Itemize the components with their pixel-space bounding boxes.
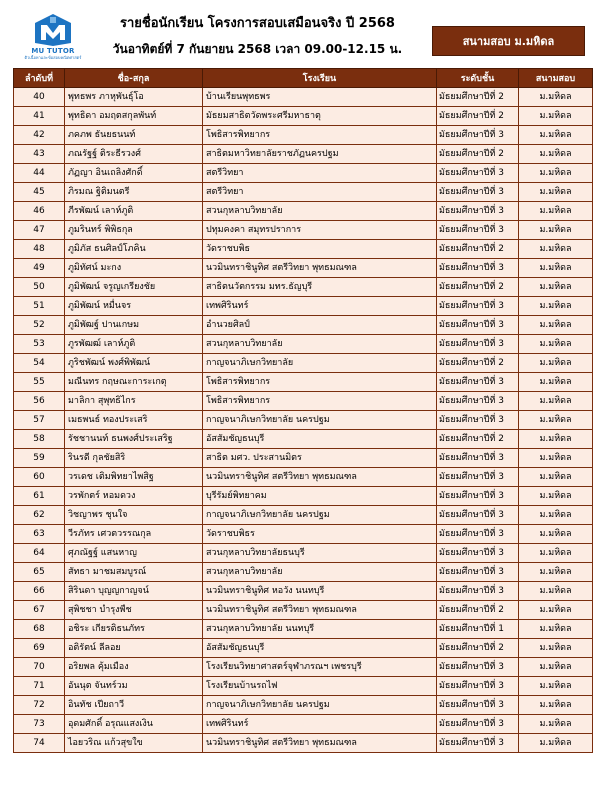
cell-school: เทพศิรินทร์	[203, 715, 437, 734]
table-row	[14, 696, 593, 715]
cell-school: กาญจนาภิเษกวิทยาลัย	[203, 354, 437, 373]
cell-venue: ม.มหิดล	[519, 677, 593, 696]
cell-number: 58	[14, 430, 65, 449]
cell-number: 68	[14, 620, 65, 639]
cell-school: กาญจนาภิเษกวิทยาลัย นครปฐม	[203, 411, 437, 430]
cell-school: โพธิสารพิทยากร	[203, 392, 437, 411]
cell-venue: ม.มหิดล	[519, 392, 593, 411]
cell-level: มัธยมศึกษาปีที่ 3	[437, 164, 519, 183]
cell-school: ปทุมคงคา สมุทรปราการ	[203, 221, 437, 240]
cell-school: สวนกุหลาบวิทยาลัย	[203, 335, 437, 354]
cell-school: กาญจนาภิเษกวิทยาลัย นครปฐม	[203, 506, 437, 525]
cell-level: มัธยมศึกษาปีที่ 2	[437, 601, 519, 620]
column-header-level: ระดับชั้น	[437, 69, 519, 88]
table-row	[14, 449, 593, 468]
cell-school: สาธิตมหาวิทยาลัยราชภัฏนครปฐม	[203, 145, 437, 164]
cell-number: 59	[14, 449, 65, 468]
cell-level: มัธยมศึกษาปีที่ 2	[437, 354, 519, 373]
cell-venue: ม.มหิดล	[519, 639, 593, 658]
cell-name: ภูมรินทร์ พิพิธกุล	[65, 221, 203, 240]
cell-school: โรงเรียนวิทยาศาสตร์จุฬาภรณฯ เพชรบุรี	[203, 658, 437, 677]
cell-name: ภีรพัฒน์ เลาห์ภูติ	[65, 202, 203, 221]
cell-number: 54	[14, 354, 65, 373]
cell-number: 42	[14, 126, 65, 145]
table-row	[14, 658, 593, 677]
cell-school: นวมินทราชินูทิศ สตรีวิทยา พุทธมณฑล	[203, 468, 437, 487]
cell-level: มัธยมศึกษาปีที่ 2	[437, 430, 519, 449]
cell-venue: ม.มหิดล	[519, 506, 593, 525]
table-row	[14, 126, 593, 145]
cell-name: ภัฏญา อินเถลิงศักดิ์	[65, 164, 203, 183]
mu-tutor-logo	[24, 13, 82, 63]
table-row	[14, 278, 593, 297]
column-header-school: โรงเรียน	[203, 69, 437, 88]
cell-number: 47	[14, 221, 65, 240]
table-row	[14, 183, 593, 202]
cell-name: ภูมิทัศน์ มะกง	[65, 259, 203, 278]
cell-number: 45	[14, 183, 65, 202]
table-row	[14, 202, 593, 221]
cell-name: สุพิชชา บำรุงพืช	[65, 601, 203, 620]
cell-venue: ม.มหิดล	[519, 221, 593, 240]
cell-school: สตรีวิทยา	[203, 183, 437, 202]
table-header-row	[14, 69, 593, 88]
table-row	[14, 715, 593, 734]
cell-name: วีรภัทร เศวตวรรณกุล	[65, 525, 203, 544]
cell-level: มัธยมศึกษาปีที่ 2	[437, 88, 519, 107]
cell-school: นวมินทราชินูทิศ สตรีวิทยา พุทธมณฑล	[203, 734, 437, 753]
cell-name: อชิระ เกียรติธนภัทร	[65, 620, 203, 639]
cell-venue: ม.มหิดล	[519, 164, 593, 183]
cell-level: มัธยมศึกษาปีที่ 2	[437, 107, 519, 126]
cell-name: วรเดช เติมพิทยาไพสิฐ	[65, 468, 203, 487]
cell-name: สิรินดา บุญญกาญจน์	[65, 582, 203, 601]
cell-name: ภูมิพัฒฐ์ ปานเกษม	[65, 316, 203, 335]
table-row	[14, 430, 593, 449]
cell-level: มัธยมศึกษาปีที่ 3	[437, 183, 519, 202]
table-row	[14, 487, 593, 506]
cell-number: 40	[14, 88, 65, 107]
column-header-number: ลำดับที่	[14, 69, 65, 88]
cell-venue: ม.มหิดล	[519, 316, 593, 335]
cell-level: มัธยมศึกษาปีที่ 3	[437, 221, 519, 240]
table-row	[14, 601, 593, 620]
cell-venue: ม.มหิดล	[519, 107, 593, 126]
cell-venue: ม.มหิดล	[519, 544, 593, 563]
cell-number: 44	[14, 164, 65, 183]
cell-school: วัดราชบพิธ	[203, 240, 437, 259]
cell-number: 46	[14, 202, 65, 221]
cell-venue: ม.มหิดล	[519, 582, 593, 601]
cell-number: 66	[14, 582, 65, 601]
cell-level: มัธยมศึกษาปีที่ 3	[437, 468, 519, 487]
cell-name: ภิรมณ ฐิติมนตรี	[65, 183, 203, 202]
cell-level: มัธยมศึกษาปีที่ 3	[437, 734, 519, 753]
cell-venue: ม.มหิดล	[519, 411, 593, 430]
cell-level: มัธยมศึกษาปีที่ 3	[437, 487, 519, 506]
cell-name: ภูรพัฒฒ์ เลาห์ภูติ	[65, 335, 203, 354]
logo-text: MU TUTOR	[31, 47, 75, 55]
cell-level: มัธยมศึกษาปีที่ 3	[437, 202, 519, 221]
cell-number: 61	[14, 487, 65, 506]
cell-school: นวมินทราชินูทิศ หอวัง นนทบุรี	[203, 582, 437, 601]
cell-number: 55	[14, 373, 65, 392]
cell-level: มัธยมศึกษาปีที่ 3	[437, 696, 519, 715]
table-row	[14, 164, 593, 183]
cell-number: 65	[14, 563, 65, 582]
cell-venue: ม.มหิดล	[519, 202, 593, 221]
cell-level: มัธยมศึกษาปีที่ 3	[437, 658, 519, 677]
table-row	[14, 373, 593, 392]
cell-school: อัสสัมชัญธนบุรี	[203, 430, 437, 449]
cell-number: 57	[14, 411, 65, 430]
cell-venue: ม.มหิดล	[519, 354, 593, 373]
cell-number: 60	[14, 468, 65, 487]
cell-venue: ม.มหิดล	[519, 430, 593, 449]
cell-name: รัชชานนท์ ธนพงศ์ประเสริฐ	[65, 430, 203, 449]
cell-number: 41	[14, 107, 65, 126]
cell-school: สวนกุหลาบวิทยาลัย นนทบุรี	[203, 620, 437, 639]
cell-name: วรพักตร์ หอมดวง	[65, 487, 203, 506]
cell-school: โรงเรียนบ้านรถไฟ	[203, 677, 437, 696]
cell-school: โพธิสารพิทยากร	[203, 126, 437, 145]
cell-name: ภูมิพัฒน์ จรูญเกรียงชัย	[65, 278, 203, 297]
cell-number: 51	[14, 297, 65, 316]
cell-name: อติรัตน์ ลีลอย	[65, 639, 203, 658]
cell-level: มัธยมศึกษาปีที่ 3	[437, 525, 519, 544]
table-row	[14, 240, 593, 259]
cell-level: มัธยมศึกษาปีที่ 1	[437, 620, 519, 639]
cell-school: บุรีรัมย์พิทยาคม	[203, 487, 437, 506]
cell-name: เมธพนธ์ ทองประเสริ	[65, 411, 203, 430]
cell-school: สตรีวิทยา	[203, 164, 437, 183]
cell-name: อริยพล คุ้มเมือง	[65, 658, 203, 677]
cell-venue: ม.มหิดล	[519, 278, 593, 297]
cell-number: 62	[14, 506, 65, 525]
cell-venue: ม.มหิดล	[519, 259, 593, 278]
cell-number: 43	[14, 145, 65, 164]
table-row	[14, 145, 593, 164]
table-row	[14, 582, 593, 601]
cell-name: วิชญาพร ชุนใจ	[65, 506, 203, 525]
table-row	[14, 506, 593, 525]
cell-venue: ม.มหิดล	[519, 563, 593, 582]
venue-badge: สนามสอบ ม.มหิดล	[432, 26, 585, 56]
column-header-venue: สนามสอบ	[519, 69, 593, 88]
cell-venue: ม.มหิดล	[519, 373, 593, 392]
cell-number: 70	[14, 658, 65, 677]
cell-school: วัดราชบพิธร	[203, 525, 437, 544]
cell-venue: ม.มหิดล	[519, 620, 593, 639]
cell-venue: ม.มหิดล	[519, 601, 593, 620]
cell-school: กาญจนาภิเษกวิทยาลัย นครปฐม	[203, 696, 437, 715]
cell-venue: ม.มหิดล	[519, 468, 593, 487]
cell-level: มัธยมศึกษาปีที่ 3	[437, 316, 519, 335]
cell-number: 63	[14, 525, 65, 544]
cell-school: เทพศิรินทร์	[203, 297, 437, 316]
table-row	[14, 259, 593, 278]
student-roster-table	[13, 68, 593, 753]
cell-name: ภคภพ ธันยธนนท์	[65, 126, 203, 145]
cell-number: 52	[14, 316, 65, 335]
table-row	[14, 525, 593, 544]
table-row	[14, 221, 593, 240]
cell-school: สวนกุหลาบวิทยาลัยธนบุรี	[203, 544, 437, 563]
cell-name: มณีนทร กฤษณะการะเกตุ	[65, 373, 203, 392]
cell-venue: ม.มหิดล	[519, 487, 593, 506]
cell-number: 49	[14, 259, 65, 278]
cell-number: 53	[14, 335, 65, 354]
cell-venue: ม.มหิดล	[519, 335, 593, 354]
cell-number: 64	[14, 544, 65, 563]
cell-number: 67	[14, 601, 65, 620]
table-row	[14, 107, 593, 126]
cell-school: บ้านเรียนพุทธพร	[203, 88, 437, 107]
cell-venue: ม.มหิดล	[519, 658, 593, 677]
cell-venue: ม.มหิดล	[519, 88, 593, 107]
cell-name: รินรดี กุลชัยสิริ	[65, 449, 203, 468]
table-row	[14, 639, 593, 658]
cell-level: มัธยมศึกษาปีที่ 3	[437, 335, 519, 354]
cell-level: มัธยมศึกษาปีที่ 3	[437, 544, 519, 563]
cell-venue: ม.มหิดล	[519, 126, 593, 145]
cell-name: ภูริชพัฒน์ พงศ์พิพัฒน์	[65, 354, 203, 373]
table-row	[14, 88, 593, 107]
cell-name: พุทธพร ภาหุพันธุ์โอ	[65, 88, 203, 107]
cell-number: 72	[14, 696, 65, 715]
page-title: รายชื่อนักเรียน โครงการสอบเสมือนจริง ปี 2568	[120, 16, 395, 31]
cell-number: 69	[14, 639, 65, 658]
cell-name: ภูมิพัฒน์ หมื่นจร	[65, 297, 203, 316]
cell-venue: ม.มหิดล	[519, 145, 593, 164]
cell-name: อุดมศักดิ์ อรุณแสงเงิน	[65, 715, 203, 734]
table-row	[14, 677, 593, 696]
cell-number: 56	[14, 392, 65, 411]
cell-name: อินทัช เปียถาวี	[65, 696, 203, 715]
cell-school: นวมินทราชินูทิศ สตรีวิทยา พุทธมณฑล	[203, 259, 437, 278]
cell-number: 48	[14, 240, 65, 259]
cell-venue: ม.มหิดล	[519, 449, 593, 468]
cell-venue: ม.มหิดล	[519, 696, 593, 715]
cell-level: มัธยมศึกษาปีที่ 3	[437, 411, 519, 430]
cell-school: สาธิต มศว. ประสานมิตร	[203, 449, 437, 468]
table-row	[14, 468, 593, 487]
table-row	[14, 563, 593, 582]
logo-icon	[33, 13, 73, 47]
cell-name: พุทธิดา อมฤตสกุลพันท์	[65, 107, 203, 126]
cell-level: มัธยมศึกษาปีที่ 3	[437, 392, 519, 411]
cell-name: สัทธา มาชมสมบูรณ์	[65, 563, 203, 582]
cell-venue: ม.มหิดล	[519, 240, 593, 259]
table-body	[14, 88, 593, 753]
cell-level: มัธยมศึกษาปีที่ 3	[437, 259, 519, 278]
cell-venue: ม.มหิดล	[519, 183, 593, 202]
table-row	[14, 620, 593, 639]
cell-name: ภูมิภัส ธนศิลป์โภคิน	[65, 240, 203, 259]
cell-level: มัธยมศึกษาปีที่ 2	[437, 145, 519, 164]
cell-school: สวนกุหลาบวิทยาลัย	[203, 563, 437, 582]
table-row	[14, 392, 593, 411]
table-row	[14, 297, 593, 316]
cell-number: 73	[14, 715, 65, 734]
cell-level: มัธยมศึกษาปีที่ 3	[437, 563, 519, 582]
cell-name: ไอยวริณ แก้วสุขใข	[65, 734, 203, 753]
cell-school: มัธยมสาธิตวัดพระศรีมหาธาตุ	[203, 107, 437, 126]
table-row	[14, 354, 593, 373]
table-row	[14, 411, 593, 430]
cell-name: มาลิกา สุพุทธิไกร	[65, 392, 203, 411]
table-row	[14, 316, 593, 335]
cell-level: มัธยมศึกษาปีที่ 3	[437, 506, 519, 525]
cell-name: ภณรัฐฐ์ ติระธีรวงศ์	[65, 145, 203, 164]
cell-venue: ม.มหิดล	[519, 525, 593, 544]
cell-venue: ม.มหิดล	[519, 297, 593, 316]
cell-level: มัธยมศึกษาปีที่ 3	[437, 715, 519, 734]
logo-subtext: ติวเนื้อหาและข้อสอบคณิตศาสตร์	[24, 55, 82, 60]
cell-school: โพธิสารพิทยากร	[203, 373, 437, 392]
column-header-name: ชื่อ-สกุล	[65, 69, 203, 88]
cell-number: 74	[14, 734, 65, 753]
cell-school: สาธิตนวัตกรรม มทร.ธัญบุรี	[203, 278, 437, 297]
cell-level: มัธยมศึกษาปีที่ 3	[437, 297, 519, 316]
cell-number: 71	[14, 677, 65, 696]
page-subtitle: วันอาทิตย์ที่ 7 กันยายน 2568 เวลา 09.00-12.15 น.	[112, 42, 403, 56]
cell-venue: ม.มหิดล	[519, 715, 593, 734]
cell-school: นวมินทราชินูทิศ สตรีวิทยา พุทธมณฑล	[203, 601, 437, 620]
cell-venue: ม.มหิดล	[519, 734, 593, 753]
cell-level: มัธยมศึกษาปีที่ 3	[437, 582, 519, 601]
cell-level: มัธยมศึกษาปีที่ 2	[437, 240, 519, 259]
table-row	[14, 544, 593, 563]
cell-number: 50	[14, 278, 65, 297]
cell-name: ศุภณัฐฐ์ แสนหาญ	[65, 544, 203, 563]
cell-level: มัธยมศึกษาปีที่ 3	[437, 449, 519, 468]
cell-name: อันนุต จันทร์วม	[65, 677, 203, 696]
cell-level: มัธยมศึกษาปีที่ 3	[437, 677, 519, 696]
table-row	[14, 734, 593, 753]
cell-school: อำนวยศิลป์	[203, 316, 437, 335]
cell-level: มัธยมศึกษาปีที่ 2	[437, 639, 519, 658]
cell-school: อัสสัมชัญธนบุรี	[203, 639, 437, 658]
cell-level: มัธยมศึกษาปีที่ 3	[437, 126, 519, 145]
cell-school: สวนกุหลาบวิทยาลัย	[203, 202, 437, 221]
cell-level: มัธยมศึกษาปีที่ 3	[437, 373, 519, 392]
table-row	[14, 335, 593, 354]
cell-level: มัธยมศึกษาปีที่ 2	[437, 278, 519, 297]
